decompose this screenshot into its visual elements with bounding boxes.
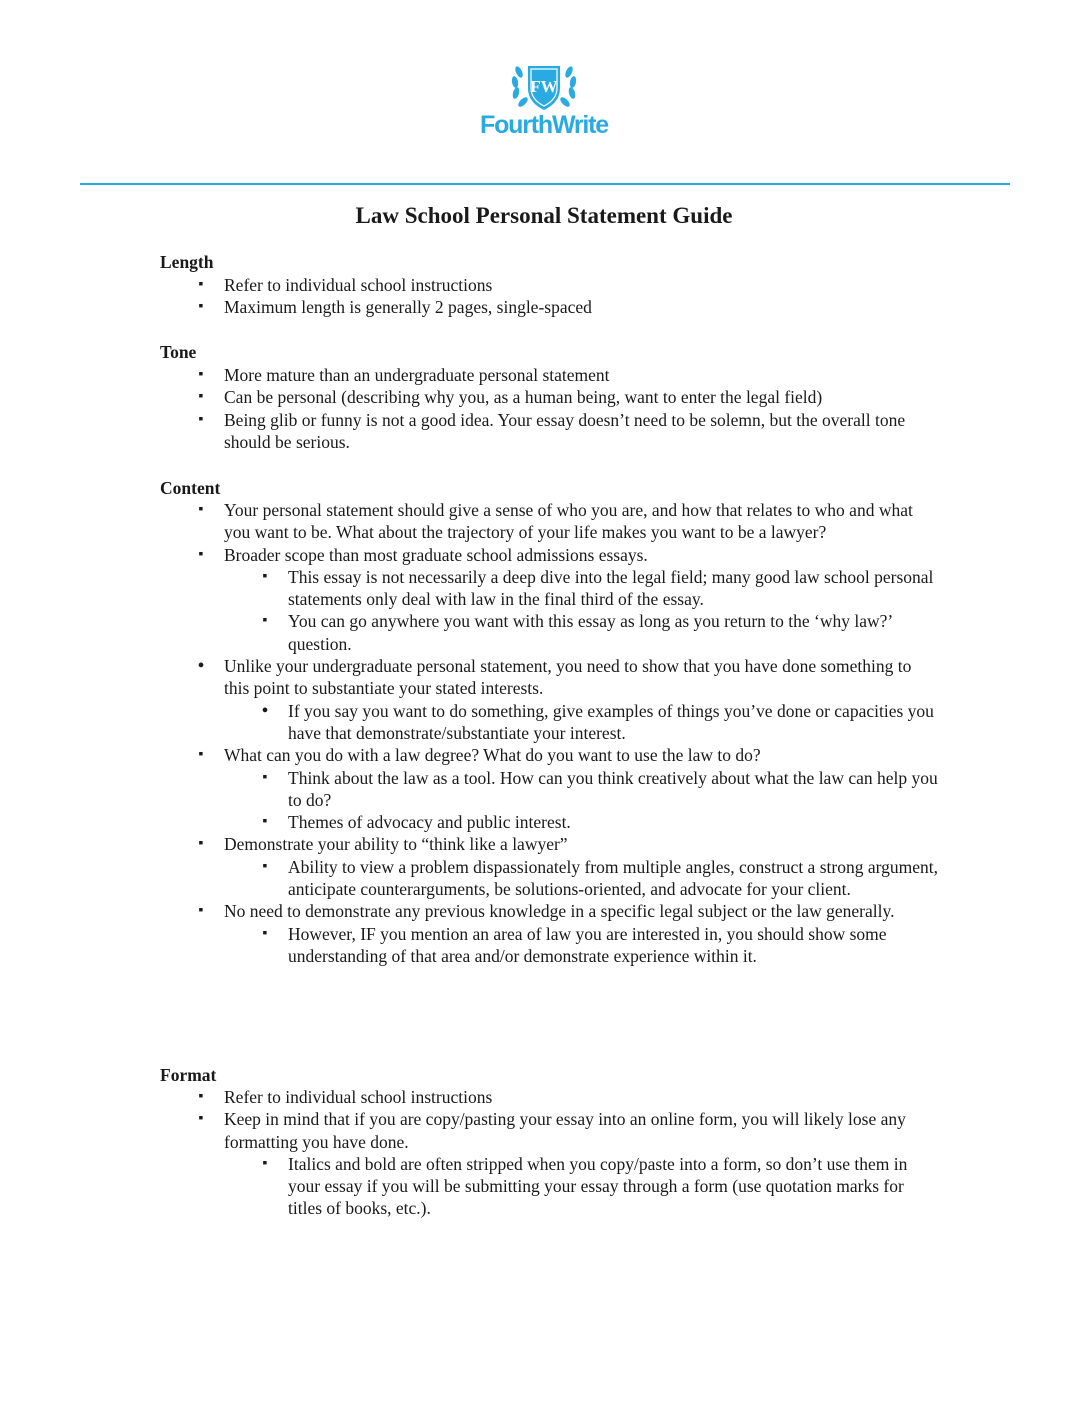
list-item: ▪ Themes of advocacy and public interest. xyxy=(160,811,940,833)
list-item: ▪ Your personal statement should give a sense of who you are, and how that relates to who and what you want to be. What about the trajectory of your life makes you want to be a lawyer? xyxy=(160,499,940,544)
list-item: ▪ Refer to individual school instructions xyxy=(160,1086,940,1108)
square-bullet-icon: ▪ xyxy=(198,389,204,405)
list-item: ▪ You can go anywhere you want with this essay as long as you return to the ‘why law?’ question. xyxy=(160,610,940,655)
list-item: ▪ Refer to individual school instructions xyxy=(160,274,940,296)
tone-list xyxy=(160,364,940,453)
length-list xyxy=(160,274,940,319)
square-bullet-icon: ▪ xyxy=(198,546,204,562)
square-bullet-icon: ▪ xyxy=(198,299,204,315)
square-bullet-icon: ▪ xyxy=(198,1089,204,1104)
square-bullet-icon: ▪ xyxy=(262,858,268,874)
list-item: ▪ What can you do with a law degree? What do you want to use the law to do? xyxy=(160,744,940,766)
square-bullet-icon: ▪ xyxy=(198,411,204,427)
list-item: • If you say you want to do something, give examples of things you’ve done or capacities you have that demonstrate/substantiate your interest. xyxy=(160,700,940,745)
square-bullet-icon: ▪ xyxy=(198,367,204,382)
square-bullet-icon: ▪ xyxy=(262,1155,268,1171)
section-heading-tone: Tone xyxy=(160,342,197,362)
square-bullet-icon: ▪ xyxy=(198,1111,204,1127)
header-divider xyxy=(80,183,1010,185)
square-bullet-icon: ▪ xyxy=(198,277,204,292)
list-item: ▪ No need to demonstrate any previous knowledge in a specific legal subject or the law generally. xyxy=(160,900,940,922)
list-item: ▪ Ability to view a problem dispassionately from multiple angles, construct a strong argument, anticipate counterarguments, be solutions-oriented, and advocate for your client. xyxy=(160,856,940,901)
square-bullet-icon: ▪ xyxy=(198,836,204,852)
list-item: ▪ This essay is not necessarily a deep dive into the legal field; many good law school personal statements only deal with law in the final third of the essay. xyxy=(160,566,940,611)
list-item: ▪ Demonstrate your ability to “think like a lawyer” xyxy=(160,833,940,855)
list-item: ▪ However, IF you mention an area of law you are interested in, you should show some understanding of that area and/or demonstrate experience within it. xyxy=(160,923,940,968)
fourthwrite-logo xyxy=(462,62,626,144)
list-item: ▪ Broader scope than most graduate school admissions essays. xyxy=(160,544,940,566)
list-item: ▪ Think about the law as a tool. How can you think creatively about what the law can help you to do? xyxy=(160,767,940,812)
document-title: Law School Personal Statement Guide xyxy=(355,203,733,228)
list-item: ▪ Being glib or funny is not a good idea. Your essay doesn’t need to be solemn, but the overall tone should be serious. xyxy=(160,409,940,454)
square-bullet-icon: ▪ xyxy=(198,903,204,919)
square-bullet-icon: ▪ xyxy=(262,769,268,785)
list-item: ▪ More mature than an undergraduate personal statement xyxy=(160,364,940,386)
square-bullet-icon: ▪ xyxy=(262,568,268,584)
dot-bullet-icon: • xyxy=(261,699,269,722)
square-bullet-icon: ▪ xyxy=(198,747,204,763)
dot-bullet-icon: • xyxy=(197,655,205,678)
brand-name: FourthWrite xyxy=(480,111,608,139)
section-heading-format: Format xyxy=(160,1065,217,1085)
square-bullet-icon: ▪ xyxy=(198,502,204,517)
content-list xyxy=(160,499,940,967)
square-bullet-icon: ▪ xyxy=(262,814,268,830)
format-list xyxy=(160,1086,940,1220)
square-bullet-icon: ▪ xyxy=(262,613,268,629)
list-item: ▪ Maximum length is generally 2 pages, single-spaced xyxy=(160,296,940,318)
section-heading-content: Content xyxy=(160,478,221,498)
list-item: ▪ Can be personal (describing why you, as a human being, want to enter the legal field) xyxy=(160,386,940,408)
list-item: ▪ Italics and bold are often stripped when you copy/paste into a form, so don’t use them in your essay if you will be submitting your essay through a form (use quotation marks for titles of books, etc.). xyxy=(160,1153,940,1220)
svg-text:FW: FW xyxy=(530,77,558,96)
list-item: ▪ Keep in mind that if you are copy/pasting your essay into an online form, you will likely lose any formatting you have done. xyxy=(160,1108,940,1153)
list-item: • Unlike your undergraduate personal statement, you need to show that you have done something to this point to substantiate your stated interests. xyxy=(160,655,940,700)
section-heading-length: Length xyxy=(160,252,214,272)
fw-monogram xyxy=(526,70,562,100)
square-bullet-icon: ▪ xyxy=(262,925,268,941)
